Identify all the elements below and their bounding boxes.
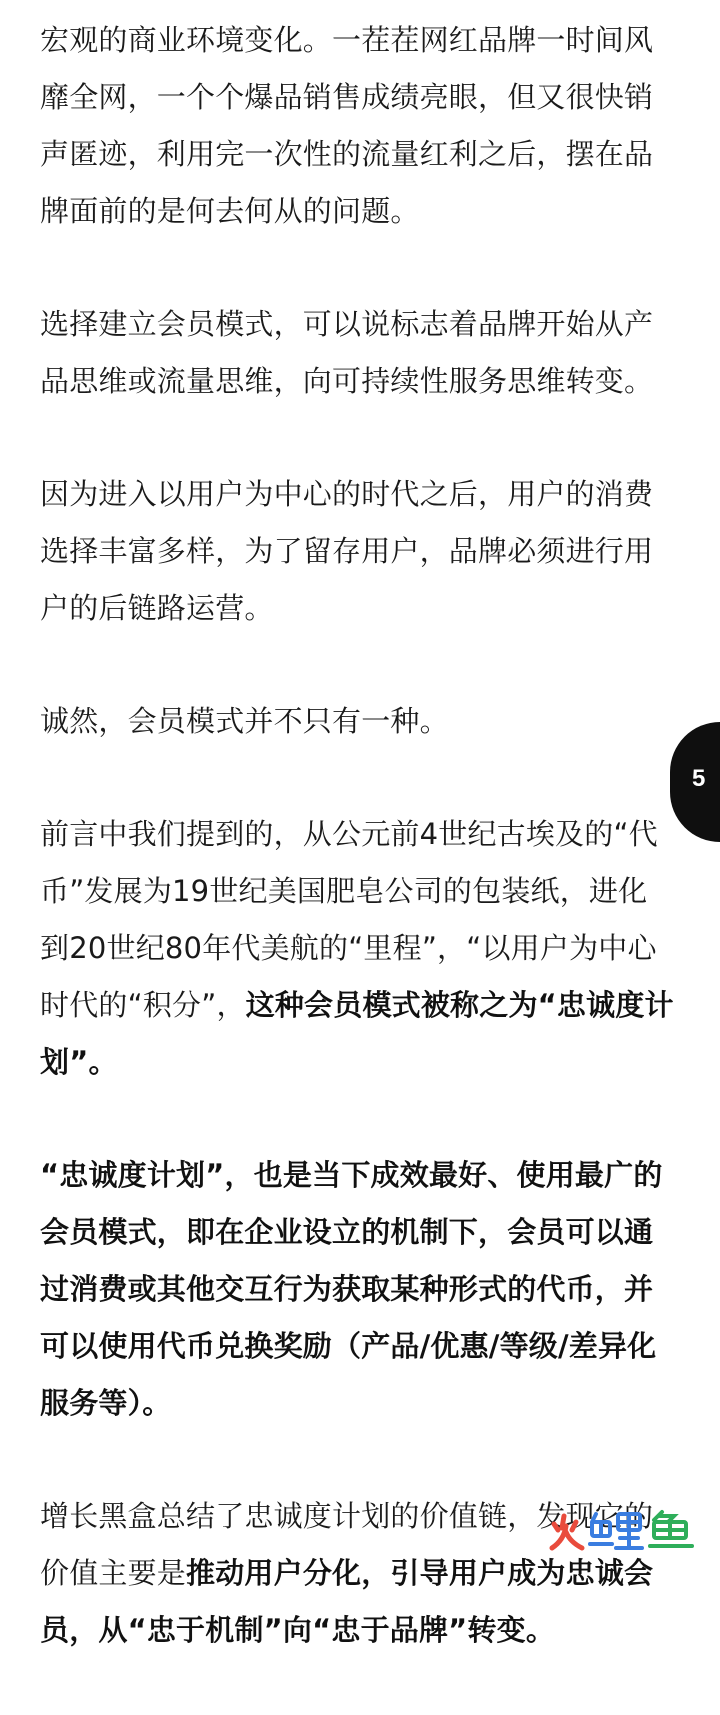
paragraph-7-bold-end: 转变。 — [467, 1613, 556, 1647]
paragraph-6 — [40, 1147, 676, 1432]
paragraph-5 — [40, 806, 676, 1091]
watermark-logo-icon — [548, 1508, 698, 1552]
paragraph-2 — [40, 296, 676, 410]
paragraph-1-text: 宏观的商业环境变化。一茬茬网红品牌一时间风靡全网，一个个爆品销售成绩亮眼，但又很快销声匿迹，利用完一次性的流量红利之后，摆在品牌面前的是何去何从的问题。 — [40, 23, 654, 228]
brand-watermark-logo — [548, 1508, 698, 1552]
paragraph-5-text: 前言中我们提到的，从公元前4世纪古埃及的“代币”发展为19世纪美国肥皂公司的包装纸，进化到20世纪80年代美航的“里程”，“以用户为中心时代的“积分”， — [40, 817, 658, 1022]
paragraph-3 — [40, 466, 676, 637]
paragraph-7-text: 增长黑盒总结了忠诚度计划的价值链，发现它的价值主要是 — [40, 1499, 654, 1590]
page-number-badge[interactable] — [670, 722, 720, 842]
paragraph-6-bold: “忠诚度计划”，也是当下成效最好、使用最广的会员模式，即在企业设立的机制下，会员可以通过消费或其他交互行为获取某种形式的代币，并可以使用代币兑换奖励（产品/优惠/等级/差异化服务等）。 — [40, 1158, 663, 1420]
paragraph-4-text: 诚然，会员模式并不只有一种。 — [40, 704, 449, 738]
article-body — [40, 12, 676, 1715]
paragraph-7-bold: 推动用户分化，引导用户成为忠诚会员，从“忠于机制”向“忠于品牌” — [40, 1556, 654, 1647]
paragraph-3-text: 因为进入以用户为中心的时代之后，用户的消费选择丰富多样，为了留存用户，品牌必须进行用户的后链路运营。 — [40, 477, 654, 625]
page-number: 5 — [692, 765, 706, 792]
paragraph-5-bold: 这种会员模式被称之为“忠诚度计划”。 — [40, 988, 674, 1079]
paragraph-4 — [40, 693, 676, 750]
paragraph-2-text: 选择建立会员模式，可以说标志着品牌开始从产品思维或流量思维，向可持续性服务思维转变。 — [40, 307, 654, 398]
paragraph-1 — [40, 12, 676, 240]
